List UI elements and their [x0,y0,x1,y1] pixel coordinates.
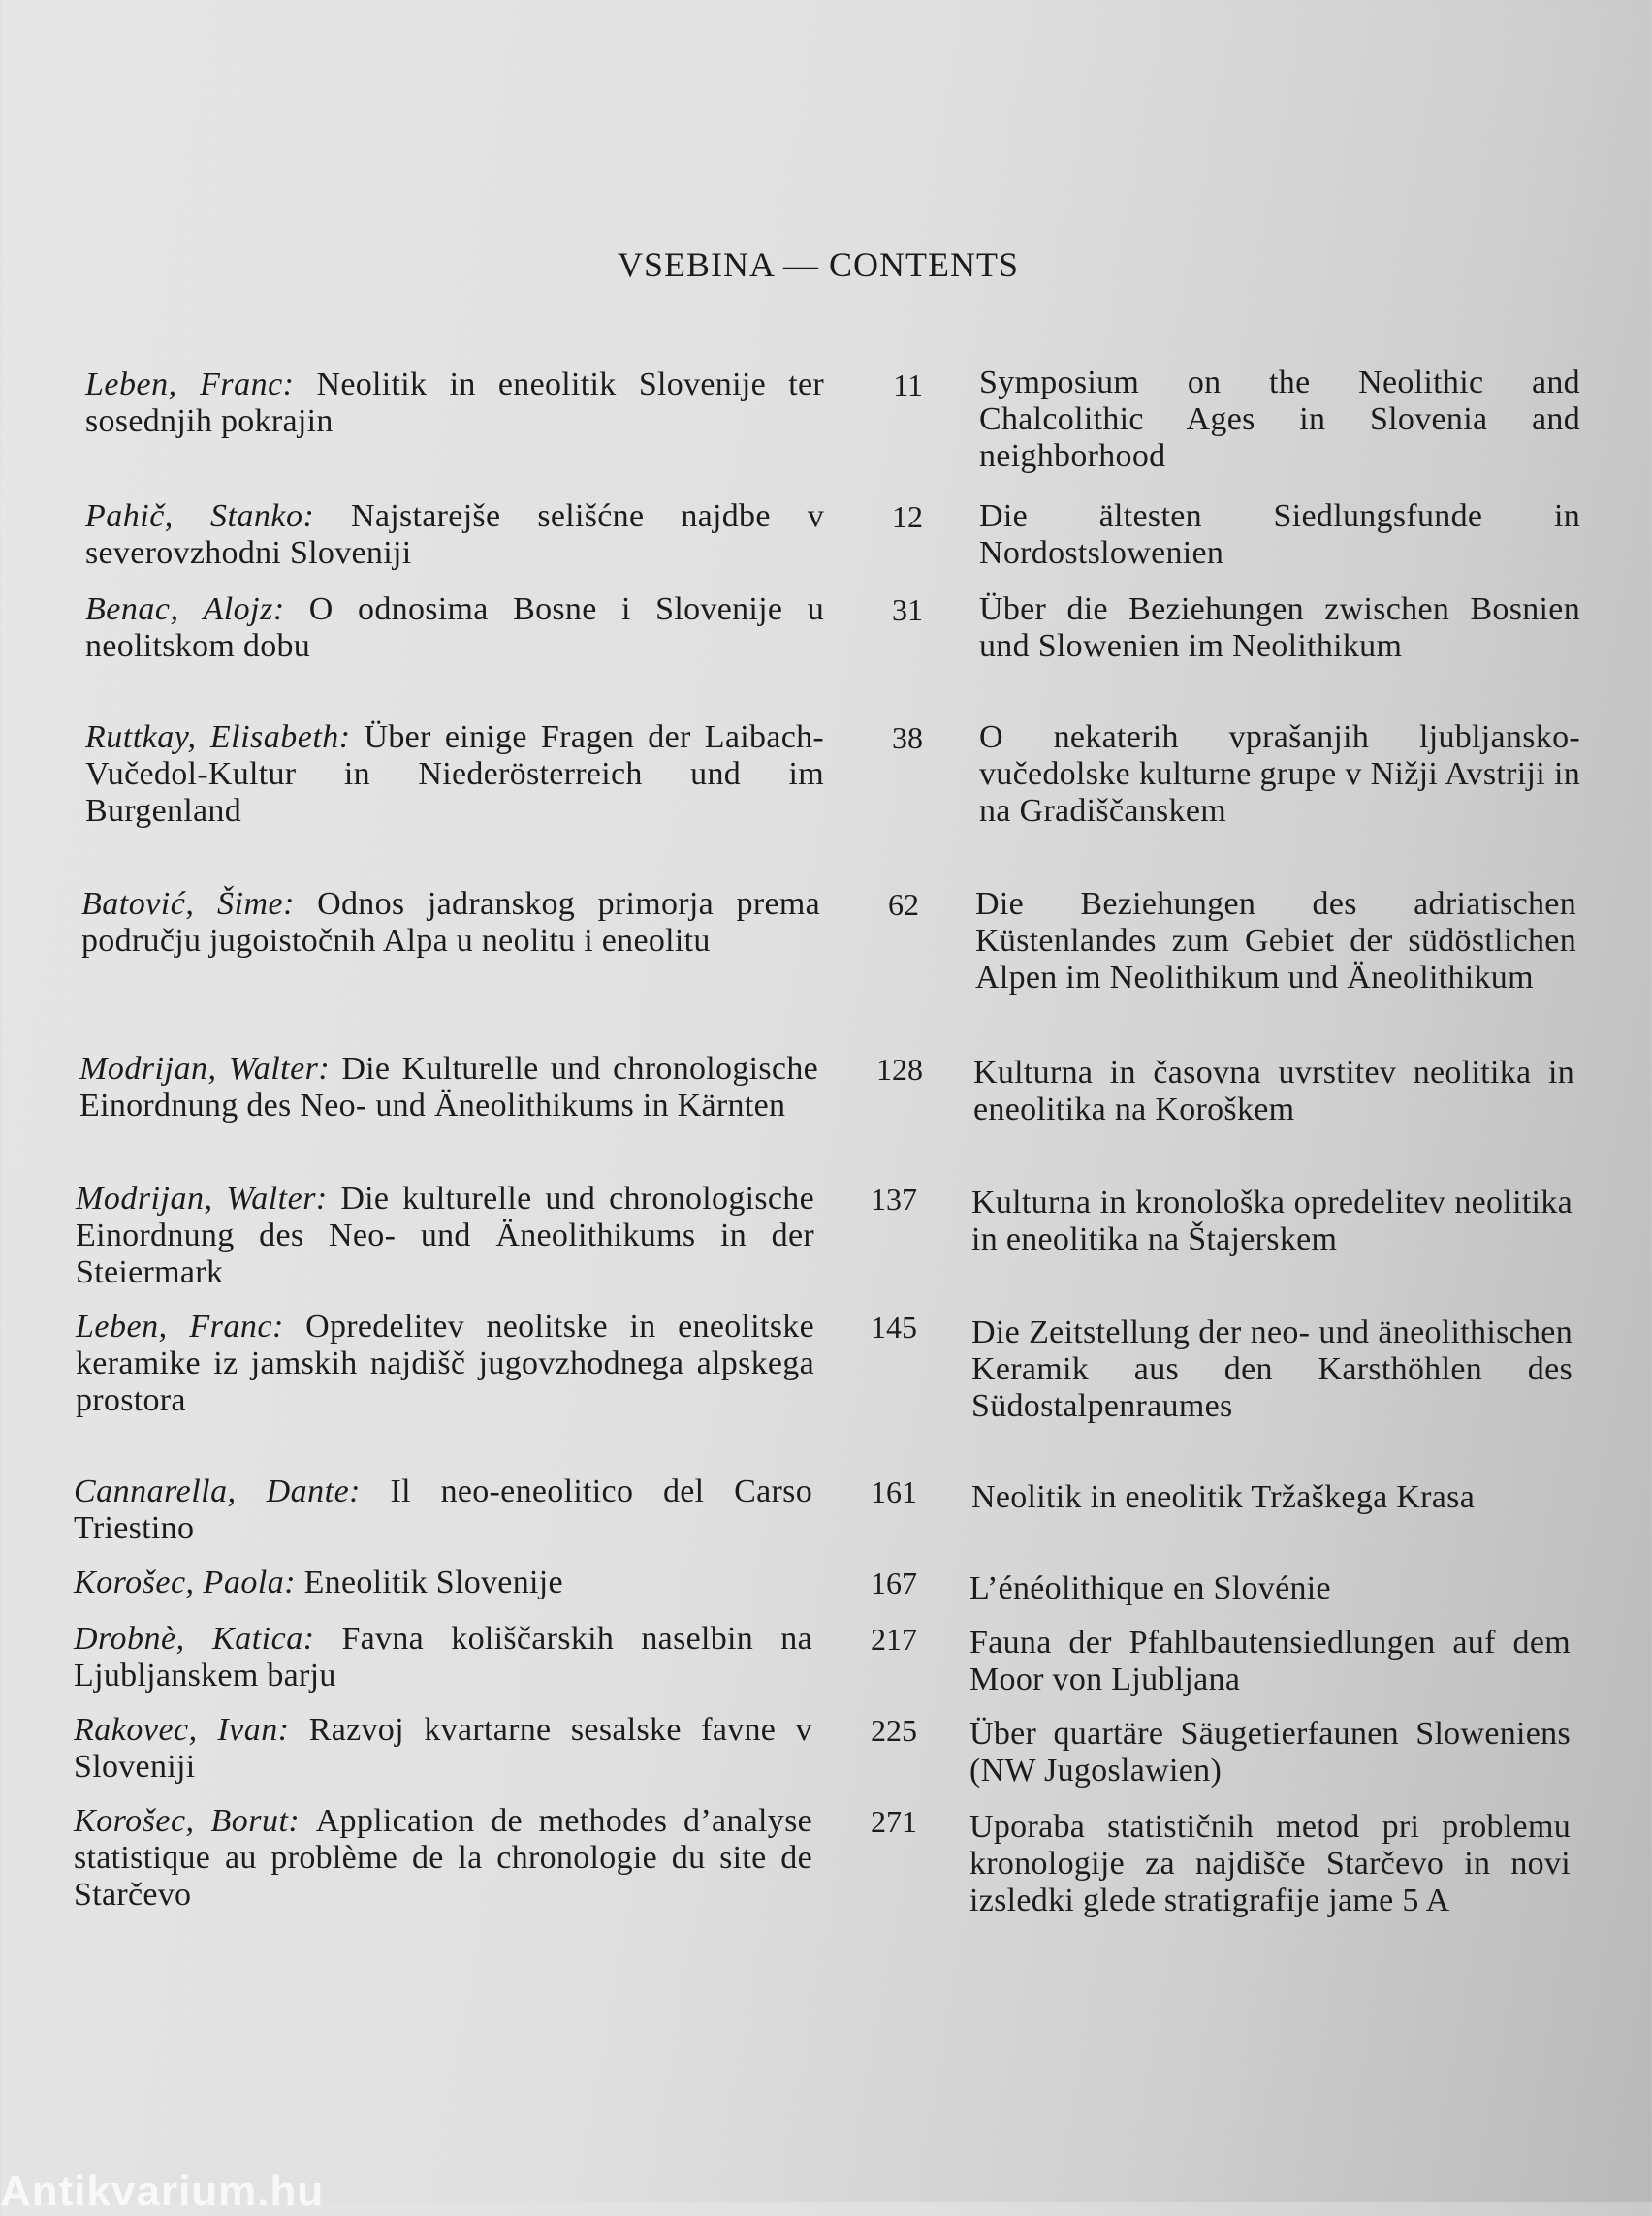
entry-title: Najstarejše selišćne najdbe v severovzhodni Sloveniji [85,498,825,571]
entry-translation: Symposium on the Neolithic and Chalcolithic Ages in Slovenia and neighborhood [979,364,1580,474]
entry-title: Eneolitik Slovenije [303,1565,563,1600]
entry-translation: Über quartäre Säugetierfaunen Sloweniens (NW Jugoslawien) [969,1716,1571,1789]
entry-author: Drobnè, Katica: [74,1621,315,1657]
entry-page-number: 31 [892,592,923,627]
entry-translation: Neolitik in eneolitik Tržaškega Krasa [971,1479,1476,1515]
entry-title: Il neo-eneolitico del Carso Triestino [74,1473,813,1546]
entry-translation: Über die Beziehungen zwischen Bosnien und Slowenien im Neolithikum [979,591,1580,664]
entry-title: O odnosima Bosne i Slovenije u neolitskom dobu [85,591,824,664]
entry-translation: Kulturna in časovna uvrstitev neolitika in eneolitika na Koroškem [973,1055,1574,1127]
entry-author: Korošec, Borut: [74,1803,301,1839]
entry-page-number: 128 [876,1052,923,1087]
entry-author: Benac, Alojz: [85,591,285,627]
entry-author: Modrijan, Walter: [79,1051,331,1087]
entry-page-number: 271 [871,1804,917,1839]
entry-page-number: 137 [871,1182,917,1217]
entry-page-number: 11 [893,367,923,402]
entry-translation: Die Zeitstellung der neo- und äneolithischen Keramik aus den Karsthöhlen des Südostalpenraumes [971,1314,1573,1424]
entry-author: Leben, Franc: [85,366,295,402]
entry-page-number: 217 [871,1622,917,1657]
entry-page-number: 225 [871,1713,917,1748]
entry-author: Batović, Šime: [81,886,295,922]
entry-translation: O nekaterih vprašanjih ljubljansko-vučedolske kulturne grupe v Nižji Avstriji in na Gradiščanskem [979,719,1580,829]
entry-page-number: 38 [892,720,923,755]
entry-title: Die Kulturelle und chronologische Einordnung des Neo- und Äneolithikums in Kärnten [79,1051,819,1124]
entry-page-number: 167 [871,1566,917,1600]
entry-title: Die kulturelle und chronologische Einordnung des Neo- und Äneolithikums in der Steiermark [76,1181,814,1290]
entry-page-number: 145 [871,1310,917,1345]
entry-translation: Kulturna in kronološka opredelitev neolitika in eneolitika na Štajerskem [971,1185,1573,1257]
entry-page-number: 12 [892,499,923,534]
entry-title: Razvoj kvartarne sesalske favne v Sloveniji [74,1712,812,1785]
entry-translation: Die Beziehungen des adriatischen Küstenlandes zum Gebiet der südöstlichen Alpen im Neolithikum und Äneolithikum [975,886,1576,996]
entry-translation: Die ältesten Siedlungsfunde in Nordostslowenien [979,498,1580,571]
entry-translation: Fauna der Pfahlbautensiedlungen auf dem Moor von Ljubljana [969,1625,1571,1697]
entry-page-number: 62 [888,887,919,922]
entry-author: Modrijan, Walter: [76,1181,328,1217]
entry-author: Ruttkay, Elisabeth: [85,719,351,755]
entry-author: Rakovec, Ivan: [74,1712,290,1748]
entry-title: Opredelitev neolitske in eneolitske keramike iz jamskih najdišč jugovzhodnega alpskega prostora [76,1309,814,1418]
entry-title: Favna koliščarskih naselbin na Ljubljanskem barju [74,1621,813,1694]
entry-title: Odnos jadranskog primorja prema području jugoistočnih Alpa u neolitu i eneolitu [81,886,820,959]
entry-title: Application de methodes d’analyse statistique au problème de la chronologie du site de Starčevo [74,1803,812,1913]
watermark: Antikvarium.hu [0,2168,325,2215]
entry-author: Cannarella, Dante: [74,1473,361,1509]
entry-title: Über einige Fragen der Laibach-Vučedol-Kultur in Niederösterreich und im Burgenland [85,719,825,829]
page-title: VSEBINA — CONTENTS [617,245,1020,284]
entry-translation: L’énéolithique en Slovénie [969,1570,1331,1606]
entry-author: Korošec, Paola: [74,1565,297,1600]
entry-page-number: 161 [871,1474,917,1509]
entry-translation: Uporaba statističnih metod pri problemu kronologije za najdišče Starčevo in novi izsledki glede stratigrafije jame 5 A [969,1809,1571,1918]
entry-title: Neolitik in eneolitik Slovenije ter sosednjih pokrajin [85,366,824,439]
entry-author: Pahič, Stanko: [85,498,315,534]
entry-author: Leben, Franc: [76,1309,284,1345]
